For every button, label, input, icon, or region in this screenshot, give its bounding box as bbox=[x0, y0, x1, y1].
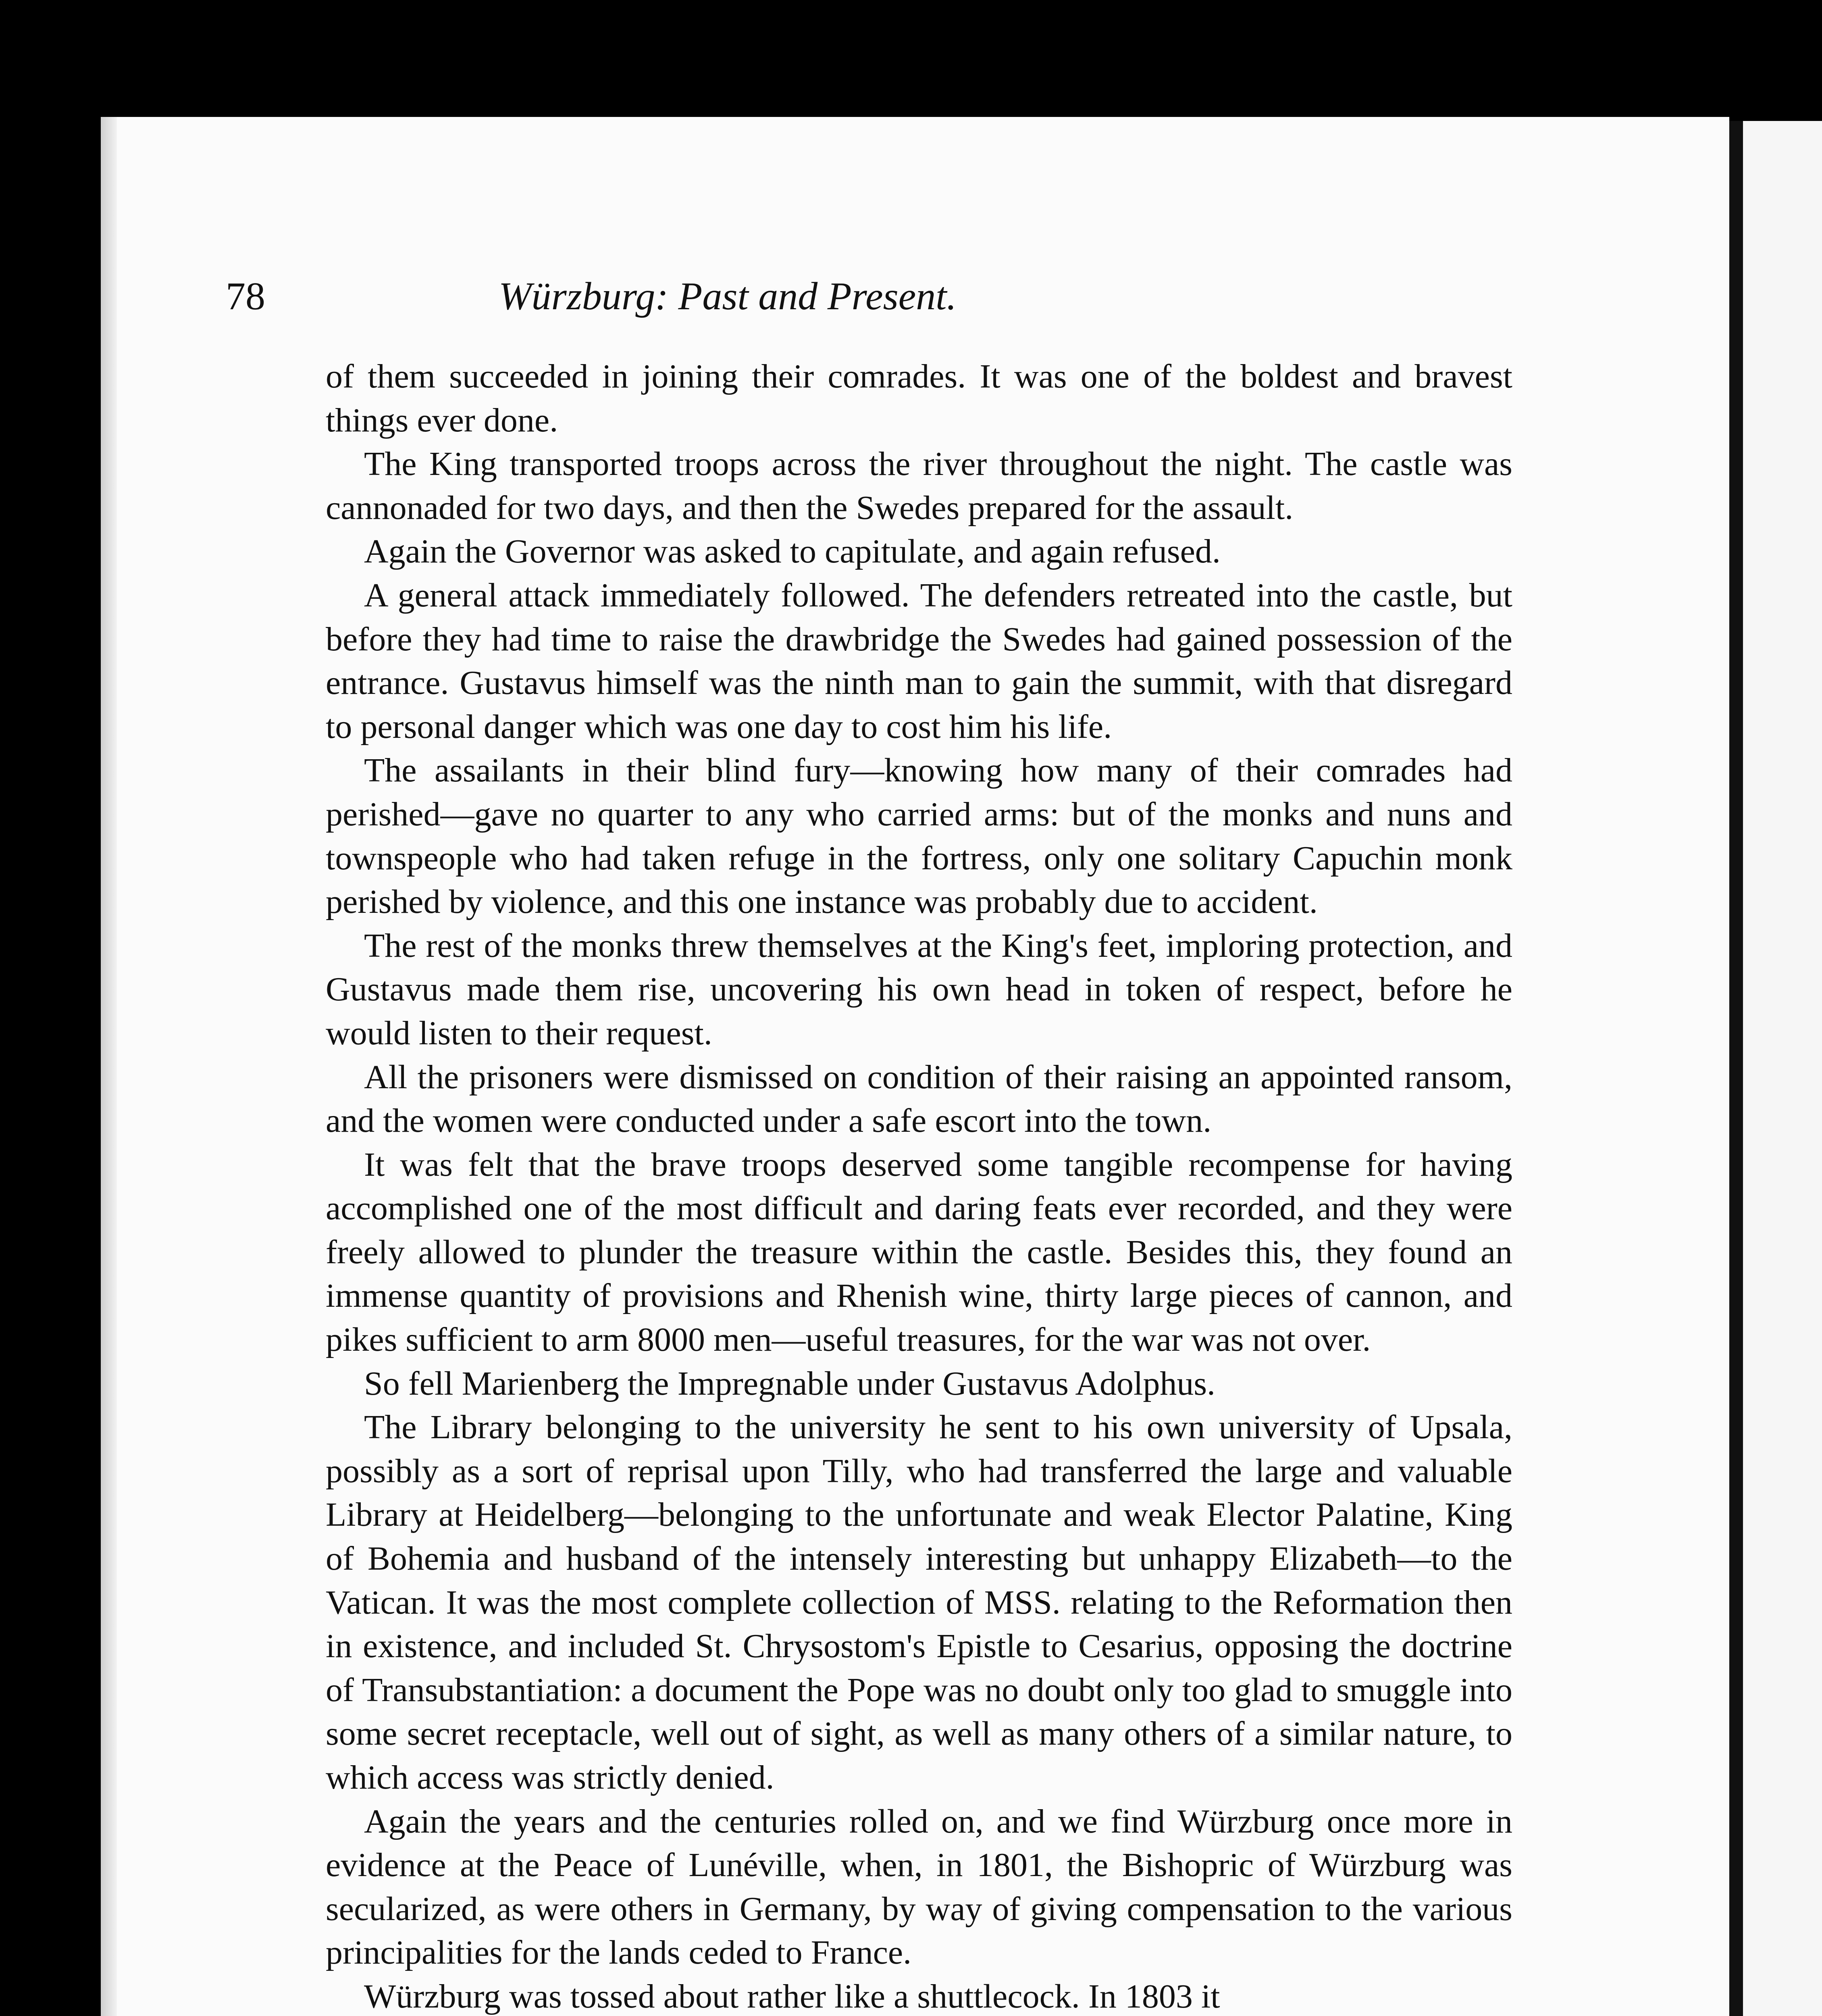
paragraph: The rest of the monks threw themselves at the King's feet, imploring protection, and Gustavus made them rise, uncovering his own head in token of respect, before he would listen to their request. bbox=[326, 927, 1512, 1052]
body-text bbox=[326, 355, 1512, 2016]
page-header bbox=[226, 266, 1229, 327]
page-gutter-shadow bbox=[101, 117, 117, 2016]
paragraph: The Library belonging to the university he sent to his own university of Upsala, possibly as a sort of reprisal upon Tilly, who had transferred the large and valuable Library at Heidelberg—belonging to the unfortunate and weak Elector Palatine, King of Bohemia and husband of the intensely interesting but unhappy Elizabeth—to the Vatican. It was the most complete collection of MSS. relating to the Reformation then in existence, and included St. Chrysostom's Epistle to Cesarius, opposing the doctrine of Transubstantiation: a document the Pope was no doubt only too glad to smuggle into some secret receptacle, well out of sight, as well as many others of a similar nature, to which access was strictly denied. bbox=[326, 1408, 1512, 1796]
paragraph: A general attack immediately followed. The defenders retreated into the castle, but before they had time to raise the drawbridge the Swedes had gained possession of the entrance. Gustavus himself was the ninth man to gain the summit, with that disregard to personal danger which was one day to cost him his life. bbox=[326, 576, 1512, 746]
adjacent-page-strip bbox=[1743, 121, 1822, 2016]
paragraph: All the prisoners were dismissed on condition of their raising an appointed ransom, and the women were conducted under a safe escort into the town. bbox=[326, 1058, 1512, 1140]
paragraph: Again the years and the centuries rolled on, and we find Würzburg once more in evidence at the Peace of Lunéville, when, in 1801, the Bishopric of Würzburg was secularized, as were others in Germany, by way of giving compensation to the various principalities for the lands ceded to France. bbox=[326, 1802, 1512, 1972]
paragraph: of them succeeded in joining their comrades. It was one of the boldest and bravest things ever done. bbox=[326, 358, 1512, 439]
paragraph: So fell Marienberg the Impregnable under Gustavus Adolphus. bbox=[364, 1364, 1216, 1402]
paragraph: Again the Governor was asked to capitulate, and again refused. bbox=[364, 533, 1221, 571]
page-number: 78 bbox=[226, 275, 265, 318]
paragraph: Würzburg was tossed about rather like a shuttlecock. In 1803 it bbox=[364, 1977, 1220, 2015]
running-title: Würzburg: Past and Present. bbox=[499, 275, 957, 318]
paragraph: The King transported troops across the river throughout the night. The castle was cannonaded for two days, and then the Swedes prepared for the assault. bbox=[326, 445, 1512, 527]
adjacent-page-edge bbox=[1729, 121, 1743, 2016]
paragraph: It was felt that the brave troops deserved some tangible recompense for having accomplished one of the most difficult and daring feats ever recorded, and they were freely allowed to plunder the treasure within the castle. Besides this, they found an immense quantity of provisions and Rhenish wine, thirty large pieces of cannon, and pikes sufficient to arm 8000 men—useful treasures, for the war was not over. bbox=[326, 1145, 1512, 1359]
paragraph: The assailants in their blind fury—knowing how many of their comrades had perished—gave no quarter to any who carried arms: but of the monks and nuns and townspeople who had taken refuge in the fortress, only one solitary Capuchin monk perished by violence, and this one instance was probably due to accident. bbox=[326, 752, 1512, 921]
